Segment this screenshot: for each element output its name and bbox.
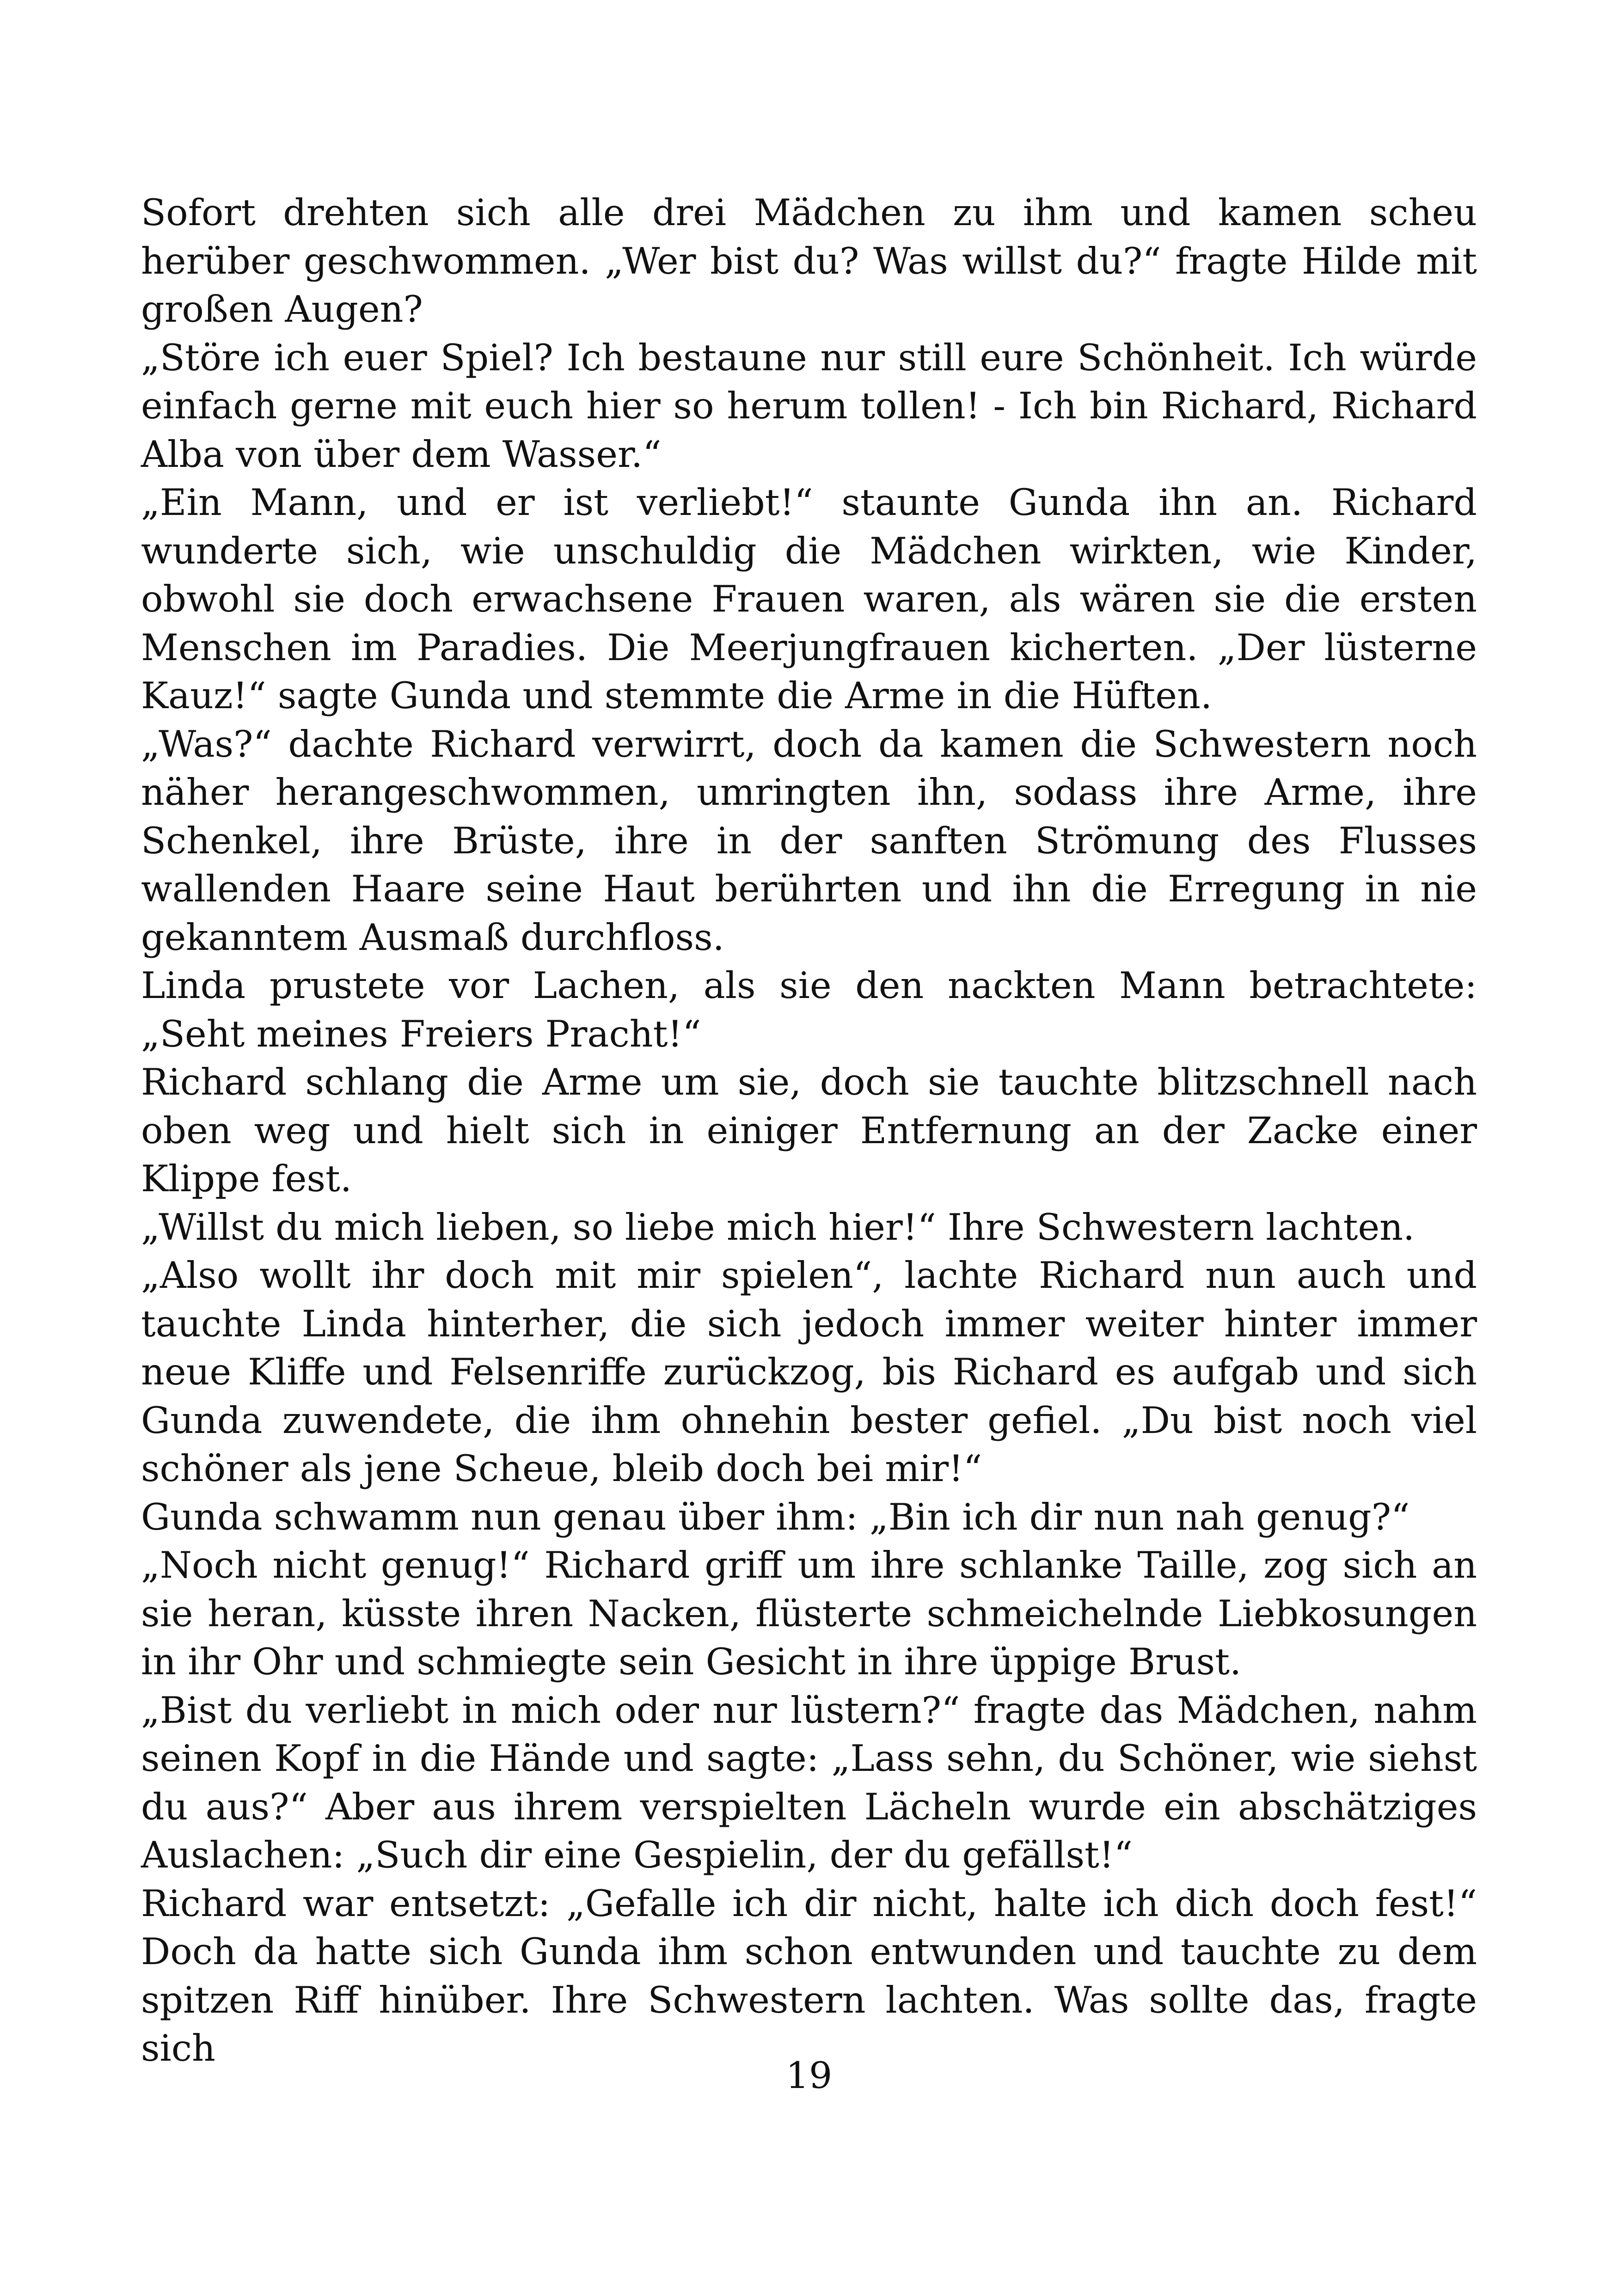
paragraph-5: Linda prustete vor Lachen, als sie den nackten Mann betrachtete: „Seht meines Freiers Pracht!“ (141, 964, 1477, 1055)
paragraph-12: Richard war entsetzt: „Gefalle ich dir nicht, halte ich dich doch fest!“ Doch da hatte sich Gunda ihm schon entwunden und tauchte zu dem spitzen Riff hinüber. Ihre Schwestern lachten. Was sollte das, fragte sich (141, 1882, 1477, 2069)
body-text (141, 189, 1477, 2073)
paragraph-10: „Noch nicht genug!“ Richard griff um ihre schlanke Taille, zog sich an sie heran, küsste ihren Nacken, flüsterte schmeichelnde Liebkosungen in ihr Ohr und schmiegte sein Gesicht in ihre üppige Brust. (141, 1544, 1477, 1683)
paragraph-1: Sofort drehten sich alle drei Mädchen zu ihm und kamen scheu herüber geschwommen. „Wer bist du? Was willst du?“ fragte Hilde mit großen Augen? (141, 191, 1477, 331)
paragraph-11: „Bist du verliebt in mich oder nur lüstern?“ fragte das Mädchen, nahm seinen Kopf in die Hände und sagte: „Lass sehn, du Schöner, wie siehst du aus?“ Aber aus ihrem verspielten Lächeln wurde ein abschätziges Auslachen: „Such dir eine Gespielin, der du gefällst!“ (141, 1689, 1477, 1876)
paragraph-7: „Willst du mich lieben, so liebe mich hier!“ Ihre Schwestern lachten. (141, 1206, 1415, 1249)
paragraph-2: „Störe ich euer Spiel? Ich bestaune nur still eure Schönheit. Ich würde einfach gerne mit euch hier so herum tollen! - Ich bin Richard, Richard Alba von über dem Wasser.“ (141, 336, 1477, 476)
paragraph-4: „Was?“ dachte Richard verwirrt, doch da kamen die Schwestern noch näher herangeschwommen, umringten ihn, sodass ihre Arme, ihre Schenkel, ihre Brüste, ihre in der sanften Strömung des Flusses wallenden Haare seine Haut berührten und ihn die Erregung in nie gekanntem Ausmaß durchfloss. (141, 722, 1477, 959)
paragraph-6: Richard schlang die Arme um sie, doch sie tauchte blitzschnell nach oben weg und hielt sich in einiger Entfernung an der Zacke einer Klippe fest. (141, 1061, 1477, 1200)
paragraph-9: Gunda schwamm nun genau über ihm: „Bin ich dir nun nah genug?“ (141, 1495, 1410, 1538)
paragraph-8: „Also wollt ihr doch mit mir spielen“, lachte Richard nun auch und tauchte Linda hinterher, die sich jedoch immer weiter hinter immer neue Kliffe und Felsenriffe zurückzog, bis Richard es aufgab und sich Gunda zuwendete, die ihm ohnehin bester gefiel. „Du bist noch viel schöner als jene Scheue, bleib doch bei mir!“ (141, 1254, 1477, 1490)
page-number: 19 (785, 2054, 833, 2097)
paragraph-3: „Ein Mann, und er ist verliebt!“ staunte Gunda ihn an. Richard wunderte sich, wie unschuldig die Mädchen wirkten, wie Kinder, obwohl sie doch erwachsene Frauen waren, als wären sie die ersten Menschen im Paradies. Die Meerjungfrauen kicherten. „Der lüsterne Kauz!“ sagte Gunda und stemmte die Arme in die Hüften. (141, 481, 1477, 717)
